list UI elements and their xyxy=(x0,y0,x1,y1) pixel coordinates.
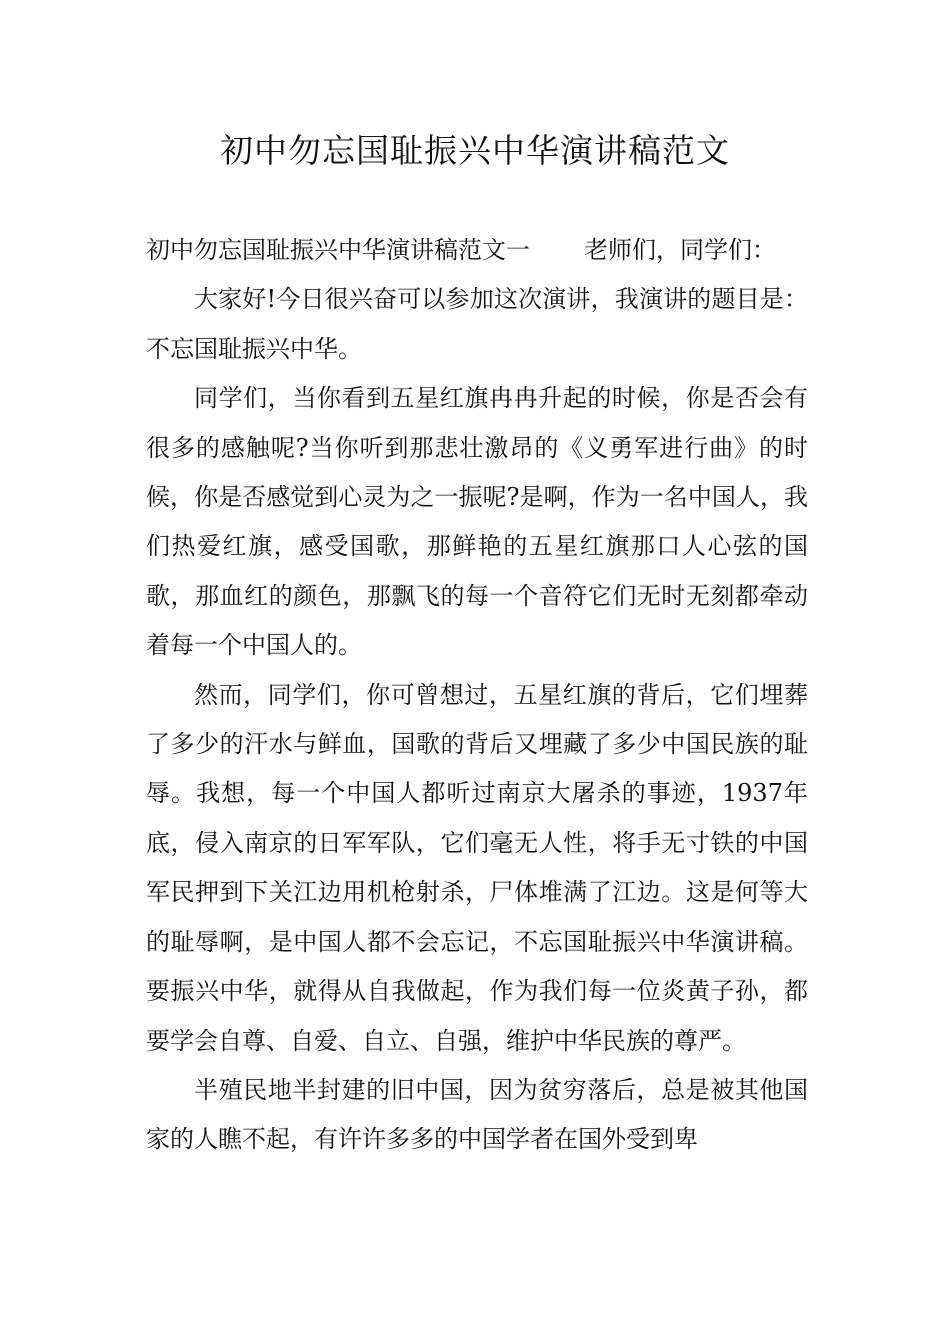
greeting: 老师们，同学们： xyxy=(584,236,776,264)
paragraph: 大家好!今日很兴奋可以参加这次演讲，我演讲的题目是：不忘国耻振兴中华。 xyxy=(146,285,808,363)
paragraph: 同学们，当你看到五星红旗冉冉升起的时候，你是否会有很多的感触呢?当你听到那悲壮激昂的《义勇军进行曲》的时候，你是否感觉到心灵为之一振呢?是啊，作为一名中国人，我们热爱红旗，感受国歌，那鲜艳的五星红旗那口人心弦的国歌，那血红的颜色，那飘飞的每一个音符它们无时无刻都牵动着每一个中国人的。 xyxy=(146,384,808,660)
intro-line xyxy=(146,226,808,275)
paragraph: 半殖民地半封建的旧中国，因为贫穷落后，总是被其他国家的人瞧不起，有许许多多的中国学者在国外受到卑 xyxy=(146,1075,808,1154)
paragraph: 然而，同学们，你可曾想过，五星红旗的背后，它们埋葬了多少的汗水与鲜血，国歌的背后又埋藏了多少中国民族的耻辱。我想，每一个中国人都听过南京大屠杀的事迹，1937年底，侵入南京的日军军队，它们毫无人性，将手无寸铁的中国军民押到下关江边用机枪射杀，尸体堆满了江边。这是何等大的耻辱啊，是中国人都不会忘记，不忘国耻振兴中华演讲稿。要振兴中华，就得从自我做起，作为我们每一位炎黄子孙，都要学会自尊、自爱、自立、自强，维护中华民族的尊严。 xyxy=(146,680,808,1055)
intro-heading: 初中勿忘国耻振兴中华演讲稿范文一 xyxy=(146,236,530,264)
document-title: 初中勿忘国耻振兴中华演讲稿范文 xyxy=(220,131,730,170)
document-body xyxy=(146,226,808,1165)
